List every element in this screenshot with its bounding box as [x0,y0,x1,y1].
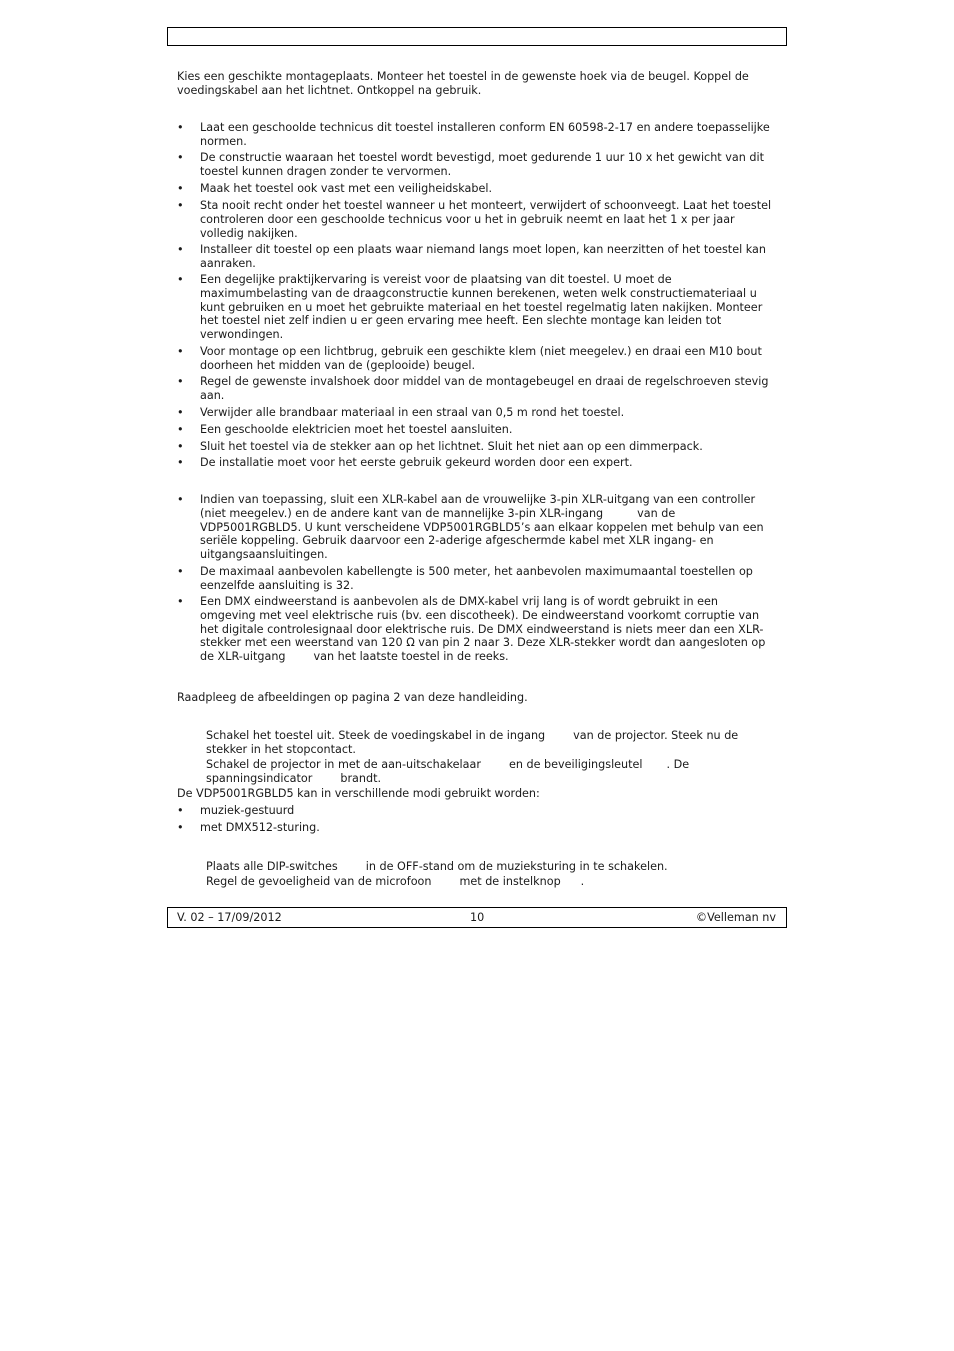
list-item: • Een DMX eindweerstand is aanbevolen als de DMX-kabel vrij lang is of wordt gebruikt in een omgeving met veel elektrische ruis (bv. een discotheek). De eindweerstand voorkomt corruptie van het digitale controlesignaal door elektrische ruis. De DMX eindweerstand is niets meer dan een XLR-stekker met een weerstand van 120 Ω van pin 2 naar 3. Deze XLR-stekker wordt dan aangesloten op de XLR-uitgang van het laatste toestel in de reeks. [177,595,766,664]
list-item: • Verwijder alle brandbaar materiaal in een straal van 0,5 m rond het toestel. [177,406,625,419]
footer-page-number: 10 [470,911,485,924]
list-item: • Een degelijke praktijkervaring is vereist voor de plaatsing van dit toestel. U moet de maximumbelasting van de draagconstructie kunnen berekenen, weten welk constructiemateriaal u kunt gebruiken en u moet het gebruikte materiaal en het toestel regelmatig laten nakijken. Monteer het toestel niet zelf indien u er geen ervaring mee heeft. Een slechte montage kan leiden tot verwondingen. [177,273,763,342]
list-item: • Regel de gewenste invalshoek door middel van de montagebeugel en draai de regelschroeven stevig aan. [177,375,769,402]
music-step-1: Plaats alle DIP-switches in de OFF-stand om de muzieksturing in te schakelen. [206,860,668,873]
list-item: • met DMX512-sturing. [177,821,320,834]
dmx-text: Indien van toepassing, sluit een XLR-kabel aan de vrouwelijke 3-pin XLR-uitgang van een controller [200,493,756,506]
list-item: • Installeer dit toestel op een plaats waar niemand langs moet lopen, kan neerzitten of het toestel kan aanraken. [177,243,766,270]
dmx-text: van het laatste toestel in de reeks. [313,650,509,664]
list-item: • muziek-gestuurd [177,804,295,817]
list-item: • Een geschoolde elektricien moet het toestel aansluiten. [177,423,513,436]
refer-paragraph: Raadpleeg de afbeeldingen op pagina 2 van deze handleiding. [177,691,528,704]
list-item: • Indien van toepassing, sluit een XLR-kabel aan de vrouwelijke 3-pin XLR-uitgang van een controller (niet meegelev.) en de andere kant van de mannelijke 3-pin XLR-ingang van de VDP5001RGBLD5. U kunt verscheidene VDP5001RGBLD5’s aan elkaar koppelen met behulp van een seriële koppeling. Gebruik daarvoor een 2-aderige afgeschermde kabel met XLR ingang- en uitgangsaansluitingen. [177,493,764,562]
intro-paragraph: Kies een geschikte montageplaats. Monteer het toestel in de gewenste hoek via de beugel. Koppel de voedingskabel aan het lichtnet. Ontkoppel na gebruik. [177,70,749,97]
list-item: • Maak het toestel ook vast met een veiligheidskabel. [177,182,493,195]
music-step-2: Regel de gevoeligheid van de microfoon met de instelknop . [206,875,585,888]
operation-step-2: Schakel de projector in met de aan-uitschakelaar en de beveiligingsleutel . De spanningsindicator brandt. [206,758,690,785]
list-item: • Laat een geschoolde technicus dit toestel installeren conform EN 60598-2-17 en andere toepasselijke normen. [177,121,770,148]
list-item: • Sluit het toestel via de stekker aan op het lichtnet. Sluit het niet aan op een dimmerpack. [177,440,703,453]
header-box [167,27,787,46]
footer-copyright: ©Velleman nv [695,911,776,924]
operation-step-1: Schakel het toestel uit. Steek de voedingskabel in de ingang van de projector. Steek nu de stekker in het stopcontact. [206,729,739,756]
list-item: • Sta nooit recht onder het toestel wanneer u het monteert, verwijdert of schoonveegt. Laat het toestel controleren door een geschoolde technicus voor u het in gebruik neemt en laat het 1 x per jaar volledig nakijken. [177,199,772,240]
dmx-text: van de [637,506,676,520]
footer-version: V. 02 – 17/09/2012 [177,911,282,924]
list-item: • Voor montage op een lichtbrug, gebruik een geschikte klem (niet meegelev.) en draai een M10 bout doorheen het midden van de (geplooide) beugel. [177,345,762,372]
dmx-text: (niet meegelev.) en de andere kant van de mannelijke 3-pin XLR-ingang [200,506,604,520]
list-item: • De installatie moet voor het eerste gebruik gekeurd worden door een expert. [177,456,633,469]
list-item: • De constructie waaraan het toestel wordt bevestigd, moet gedurende 1 uur 10 x het gewicht van dit toestel kunnen dragen zonder te vervormen. [177,151,764,178]
list-item: • De maximaal aanbevolen kabellengte is 500 meter, het aanbevolen maximumaantal toestellen op eenzelfde aansluiting is 32. [177,565,753,592]
dmx-text: VDP5001RGBLD5. U kunt verscheidene VDP5001RGBLD5’s aan elkaar koppelen met behulp van een seriële koppeling. Gebruik daarvoor een 2-aderige afgeschermde kabel met XLR ingang- en uitgangsaansluitingen. [200,520,764,562]
dmx-text: Een DMX eindweerstand is aanbevolen als de DMX-kabel vrij lang is of wordt gebruikt in een omgeving met veel elektrische ruis (bv. een discotheek). De eindweerstand voorkomt corruptie van het digitale controlesignaal door elektrische ruis. De DMX eindweerstand is niets meer dan een XLR-stekker met een weerstand van 120 Ω van pin 2 naar 3. Deze XLR-stekker wordt dan aangesloten op de XLR-uitgang [200,595,766,664]
modes-intro: De VDP5001RGBLD5 kan in verschillende modi gebruikt worden: [177,787,540,800]
